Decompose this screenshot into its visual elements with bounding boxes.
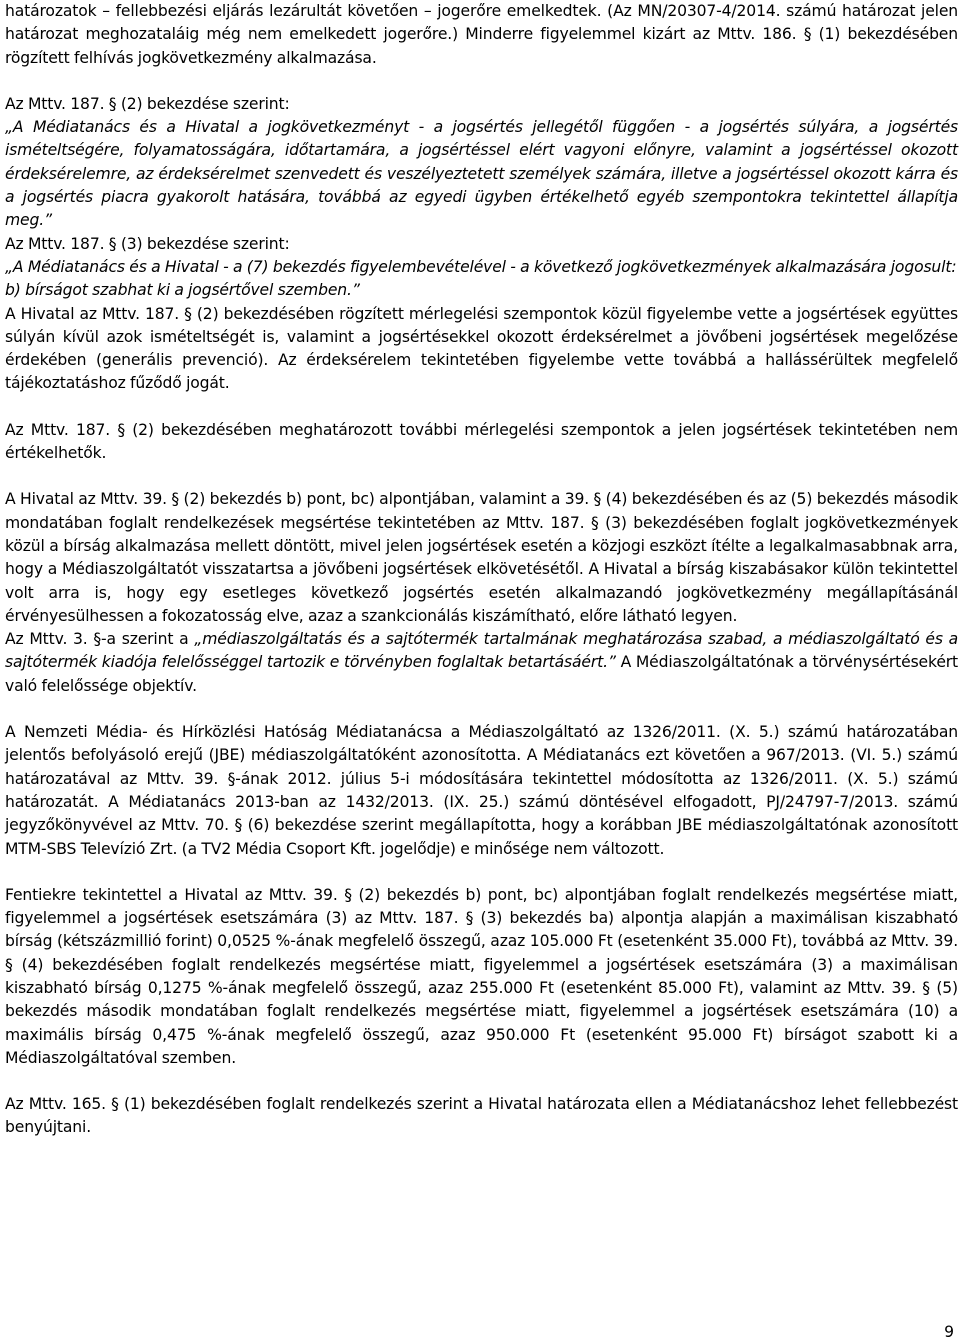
paragraph-intro: határozatok – fellebbezési eljárás lezárultát követően – jogerőre emelkedtek. (Az MN/20307-4/2014. számú határozat jelen határozat meghozataláig még nem emelkedett jogerőre.) Minderre figyelemmel kizárt az Mttv. 186. § (1) bekezdésében rögzített felhívás jogkövetkezmény alkalmazása. [5,2,958,67]
paragraph-187-3-heading: Az Mttv. 187. § (3) bekezdése szerint: [5,234,290,253]
responsibility-lead: Az Mttv. 3. §-a szerint a [5,630,195,649]
responsibility-quote: „médiaszolgáltatás és a sajtótermék tartalmának meghatározása szabad, a médiaszolgáltató és a sajtótermék kiadója felelősséggel tartozik e törvényben foglaltak betartásáért.” [5,630,959,672]
paragraph-appeal: Az Mttv. 165. § (1) bekezdésében foglalt rendelkezés szerint a Hivatal határozata ellen a Médiatanácshoz lehet fellebbezést benyújtani. [5,1095,958,1137]
paragraph-187-2-heading: Az Mttv. 187. § (2) bekezdése szerint: [5,94,290,113]
page-number: 9 [944,1323,954,1341]
responsibility-tail: A Médiaszolgáltatónak a törvénysértésekért való felelőssége objektív. [5,653,958,695]
quote-187-3: „A Médiatanács és a Hivatal - a (7) bekezdés figyelembevételével - a következő jogkövetkezmények alkalmazására jogosult: [5,257,957,276]
quote-187-3-item-b: b) bírságot szabhat ki a jogsértővel szemben.” [5,281,360,300]
paragraph-responsibility [5,628,958,698]
paragraph-fine-decision: A Hivatal az Mttv. 39. § (2) bekezdés b) pont, bc) alpontjában, valamint a 39. § (4) bekezdésében és az (5) bekezdés második mondatában foglalt rendelkezések megsértése tekintetében az Mttv. 187. § (3) bekezdésében foglalt jogkövetkezmények közül a bírság alkalmazása mellett döntött, mivel jelen jogsértések esetén a közjogi eszközt ítélte a legalkalmasabbnak arra, hogy a Médiaszolgáltatót visszatartsa a jövőbeni jogsértések elkövetésétől. A Hivatal a bírság kiszabásakor külön tekintettel volt arra is, hogy egy esetleges következő jogsértés esetén alkalmazandó jogkövetkezmény megállapításánál érvényesülhessen a fokozatosság elve, azaz a szankcionálás kiszámítható, előre látható legyen. [5,490,958,625]
paragraph-fine-amounts: Fentiekre tekintettel a Hivatal az Mttv. 39. § (2) bekezdés b) pont, bc) alpontjában foglalt rendelkezés megsértése miatt, figyelemmel a jogsértések esetszámára (3) az Mttv. 187. § (3) bekezdés ba) alpontja alapján a maximálisan kiszabható bírság (kétszázmillió forint) 0,0525 %-ának megfelelő összegű, azaz 105.000 Ft (esetenként 35.000 Ft), továbbá az Mttv. 39. § (4) bekezdésében foglalt rendelkezés megsértése miatt, figyelemmel a jogsértések esetszámára (3) a maximálisan kiszabható bírság 0,1275 %-ának megfelelő összegű, azaz 255.000 Ft (esetenként 85.000 Ft), valamint az Mttv. 39. § (5) bekezdés második mondatában foglalt rendelkezés megsértése miatt, figyelemmel a jogsértések esetszámára (10) a maximális bírság 0,475 %-ának megfelelő összegű, azaz 950.000 Ft (esetenként 95.000 Ft) bírságot szabott ki a Médiaszolgáltatóval szemben. [5,885,958,1067]
quote-187-2: „A Médiatanács és a Hivatal a jogkövetkezményt - a jogsértés jellegétől függően - a jogsértés súlyára, a jogsértés ismételtségére, folyamatosságára, időtartamára, a jogsértéssel elért vagyoni előnyre, valamint a jogsértéssel okozott érdeksérelemre, az érdeksérelmet szenvedett és veszélyeztetett személyek számára, illetve a jogsértéssel okozott kárra és a jogsértés piacra gyakorolt hatására, továbbá az egyedi ügyben értékelhető egyéb szempontokra tekintettel állapítja meg.” [5,118,958,230]
paragraph-jbe-status: A Nemzeti Média- és Hírközlési Hatóság Médiatanácsa a Médiaszolgáltató az 1326/2011. (X. 5.) számú határozatában jelentős befolyásoló erejű (JBE) médiaszolgáltatóként azonosította. A Médiatanács ezt követően a 967/2013. (VI. 5.) számú határozatával az Mttv. 39. §-ának 2012. július 5-i módosítására tekintettel módosította az 1326/2011. (X. 5.) számú határozatát. A Médiatanács 2013-ban az 1432/2013. (IX. 25.) számú döntésével elfogadott, PJ/24797-7/2013. számú jegyzőkönyvével az Mttv. 70. § (6) bekezdése szerint megállapította, hogy a korábban JBE médiaszolgáltatónak azonosított MTM-SBS Televízió Zrt. (a TV2 Média Csoport Kft. jogelődje) e minősége nem változott. [5,723,958,858]
paragraph-consideration: A Hivatal az Mttv. 187. § (2) bekezdésében rögzített mérlegelési szempontok közül figyelembe vette a jogsértések együttes súlyán kívül azok ismételtségét is, valamint a jogsértésekkel okozott érdeksérelmet a jövőbeni jogsértések megelőzése érdekében (generális prevenció). Az érdeksérelem tekintetében figyelembe vette továbbá a hallássérültek megfelelő tájékoztatáshoz fűződő jogát. [5,304,958,393]
document-page [5,0,958,1140]
paragraph-not-assessable: Az Mttv. 187. § (2) bekezdésében meghatározott további mérlegelési szempontok a jelen jogsértések tekintetében nem értékelhetők. [5,420,958,463]
